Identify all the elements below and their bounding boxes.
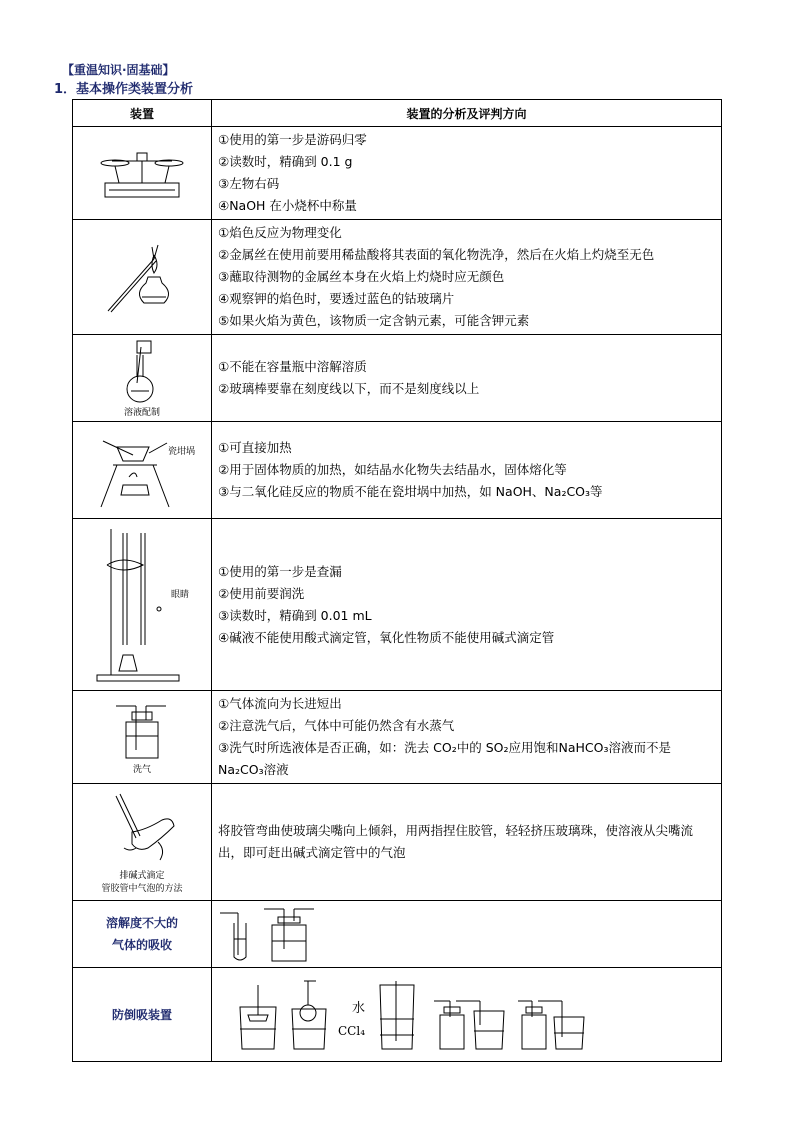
analysis-line: ①焰色反应为物理变化 [218, 225, 342, 240]
absorption-label [73, 901, 212, 968]
analysis-line: ②金属丝在使用前要用稀盐酸将其表面的氧化物洗净，然后在火焰上灼烧至无色 [218, 247, 655, 262]
table-header-row [73, 100, 722, 127]
burette-analysis [212, 519, 722, 691]
water-label: 水 [352, 1001, 366, 1016]
gas-washing-illustration [73, 691, 212, 784]
table-row [73, 422, 722, 519]
table-row [73, 784, 722, 901]
analysis-line: ①气体流向为长进短出 [218, 696, 342, 711]
row-label-line: 溶解度不大的 [105, 916, 178, 930]
analysis-line: ③与二氧化硅反应的物质不能在瓷坩埚中加热，如 NaOH、Na₂CO₃等 [218, 484, 603, 499]
figure-caption: 洗气 [132, 764, 151, 775]
burette-illustration [73, 519, 212, 691]
table-row [73, 691, 722, 784]
gas-washing-analysis [212, 691, 722, 784]
analysis-line: ②用于固体物质的加热，如结晶水化物失去结晶水，固体熔化等 [218, 462, 567, 477]
section-title: 1．基本操作类装置分析 [54, 82, 194, 97]
analysis-line: ②读数时，精确到 0.1 g [218, 154, 353, 169]
crucible-analysis [212, 422, 722, 519]
anti-suckback-illustration [212, 968, 722, 1062]
figure-caption: 排碱式滴定 [119, 871, 165, 881]
table-row [73, 519, 722, 691]
analysis-line: ①使用的第一步是查漏 [218, 563, 342, 579]
balance-illustration [73, 127, 212, 220]
bubble-removal-analysis [212, 784, 722, 901]
volumetric-flask-illustration [73, 335, 212, 422]
bubble-removal-illustration [73, 784, 212, 901]
header-tag: 【重温知识·固基础】 [62, 63, 175, 77]
analysis-line: ④碱液不能使用酸式滴定管，氧化性物质不能使用碱式滴定管 [218, 629, 555, 645]
figure-caption: 瓷坩埚 [167, 447, 195, 457]
table-row [73, 220, 722, 335]
analysis-line: ②玻璃棒要靠在刻度线以下，而不是刻度线以上 [218, 381, 480, 396]
figure-caption: 眼睛 [170, 590, 189, 600]
device-analysis-table [72, 99, 722, 1062]
analysis-line: ①使用的第一步是游码归零 [218, 132, 367, 147]
figure-caption: 溶液配制 [123, 407, 160, 418]
analysis-line: ⑤如果火焰为黄色，该物质一定含钠元素，可能含钾元素 [218, 313, 530, 328]
analysis-line: ②注意洗气后，气体中可能仍然含有水蒸气 [218, 718, 455, 733]
analysis-line: ①不能在容量瓶中溶解溶质 [218, 359, 367, 374]
table-row [73, 901, 722, 968]
flame-test-analysis [212, 220, 722, 335]
table-row [73, 968, 722, 1062]
analysis-line: ③左物右码 [218, 176, 280, 191]
col-device-header: 装置 [73, 100, 212, 127]
analysis-line: ②使用前要润洗 [218, 585, 305, 601]
analysis-line: ③读数时，精确到 0.01 mL [218, 607, 372, 623]
analysis-line: ③洗气时所选液体是否正确，如：洗去 CO₂中的 SO₂应用饱和NaHCO₃溶液而不是 Na₂CO₃溶液 [218, 740, 672, 777]
balance-analysis [212, 127, 722, 220]
figure-caption: 管胶管中气泡的方法 [101, 884, 183, 894]
table-row [73, 127, 722, 220]
col-analysis-header: 装置的分析及评判方向 [212, 100, 722, 127]
analysis-line: ④观察钾的焰色时，要透过蓝色的钴玻璃片 [218, 291, 455, 306]
volumetric-flask-analysis [212, 335, 722, 422]
ccl4-label: CCl₄ [338, 1024, 366, 1038]
table-row [73, 335, 722, 422]
anti-suckback-label: 防倒吸装置 [73, 968, 212, 1062]
analysis-line: ①可直接加热 [218, 440, 292, 455]
row-label-line: 气体的吸收 [111, 938, 172, 952]
analysis-line: ③蘸取待测物的金属丝本身在火焰上灼烧时应无颜色 [218, 269, 505, 284]
analysis-line: 将胶管弯曲使玻璃尖嘴向上倾斜，用两指捏住胶管，轻轻挤压玻璃珠，使溶液从尖嘴流出，即可赶出碱式滴定管中的气泡 [218, 823, 694, 860]
absorption-illustration [212, 901, 722, 968]
analysis-line: ④NaOH 在小烧杯中称量 [218, 198, 357, 213]
flame-test-illustration [73, 220, 212, 335]
crucible-illustration [73, 422, 212, 519]
